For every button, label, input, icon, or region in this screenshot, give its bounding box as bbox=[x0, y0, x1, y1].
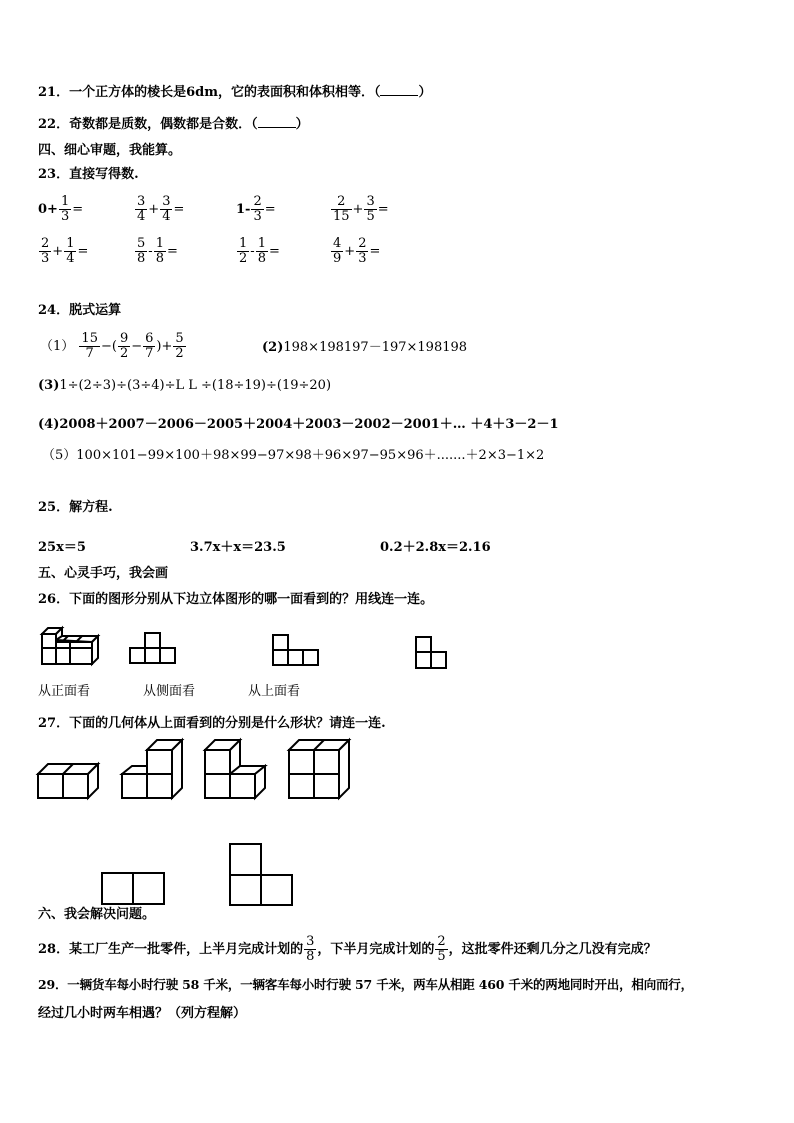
q24-part4: (4)2008＋2007－2006－2005＋2004＋2003－2002－2001＋… ＋4＋3－2－1 bbox=[38, 417, 559, 432]
q24-part2: (2)198×198197－197×198198 bbox=[262, 340, 468, 355]
equation-2: 3.7x＋x＝23.5 bbox=[190, 540, 286, 555]
fraction: $\frac{3}{4}$ bbox=[137, 194, 146, 224]
q27-solid-1 bbox=[38, 758, 102, 800]
question-29-line-2: 经过几小时两车相遇？（列方程解） bbox=[38, 1006, 247, 1021]
fraction: $\frac{5}{8}$ bbox=[137, 236, 146, 266]
question-23-title: 23．直接写得数. bbox=[38, 167, 139, 182]
fraction: $\frac{2}{3}$ bbox=[41, 236, 50, 266]
question-25-title: 25．解方程. bbox=[38, 500, 113, 515]
q24-part3: (3)1÷(2÷3)÷(3÷4)÷L L ÷(18÷19)÷(19÷20) bbox=[38, 378, 332, 393]
q24-part1: （1） $\frac{15}{7}$ −( $\frac{9}{2}$ − $\frac{6}{7}$ )+ $\frac{5}{2}$ bbox=[40, 331, 184, 361]
label-top-view: 从上面看 bbox=[248, 684, 301, 699]
q27-solid-4 bbox=[289, 740, 353, 800]
label-front-view: 从正面看 bbox=[38, 684, 91, 699]
q26-view-a bbox=[130, 632, 176, 664]
section-5-heading: 五、心灵手巧，我会画 bbox=[38, 566, 169, 581]
fraction: $\frac{3}{4}$ bbox=[162, 194, 171, 224]
question-29-line-1: 29．一辆货车每小时行驶 58 千米，一辆客车每小时行驶 57 千米，两车从相距 460 千米的两地同时开出，相向而行， bbox=[38, 977, 693, 992]
q26-view-b bbox=[273, 634, 319, 666]
fraction: $\frac{5}{2}$ bbox=[175, 331, 184, 361]
section-4-heading: 四、细心审题，我能算。 bbox=[38, 143, 182, 158]
question-24-title: 24．脱式运算 bbox=[38, 303, 122, 318]
question-22: 22．奇数都是质数，偶数都是合数．（ ） bbox=[38, 117, 309, 132]
q27-solid-3 bbox=[205, 740, 269, 800]
fraction: $\frac{1}{8}$ bbox=[257, 236, 266, 266]
fraction: $\frac{2}{5}$ bbox=[437, 934, 446, 964]
label-side-view: 从侧面看 bbox=[143, 684, 196, 699]
q27-top-view-a bbox=[101, 872, 167, 906]
fraction: $\frac{9}{2}$ bbox=[119, 331, 129, 361]
question-28: 28．某工厂生产一批零件，上半月完成计划的 $\frac{3}{8}$ ，下半月完成计划的 $\frac{2}{5}$ ，这批零件还剩几分之几没有完成？ bbox=[38, 934, 657, 964]
fraction: $\frac{1}{2}$ bbox=[239, 236, 248, 266]
fraction: $\frac{15}{7}$ bbox=[81, 331, 98, 361]
fraction: $\frac{3}{5}$ bbox=[366, 194, 375, 224]
q27-solid-2 bbox=[122, 740, 186, 800]
q26-view-c bbox=[416, 636, 448, 670]
fraction: $\frac{6}{7}$ bbox=[145, 331, 154, 361]
q23-item: $\frac{3}{4}$ + $\frac{3}{4}$ = bbox=[137, 194, 185, 224]
q23-item: $\frac{4}{9}$ + $\frac{2}{3}$ = bbox=[333, 236, 381, 266]
q23-item: $\frac{2}{15}$ + $\frac{3}{5}$ = bbox=[333, 194, 389, 224]
q24-part5: （5）100×101−99×100＋98×99−97×98＋96×97−95×96＋.......＋2×3−1×2 bbox=[42, 448, 545, 463]
fraction: $\frac{2}{15}$ bbox=[333, 194, 350, 224]
q23-item: 0+ $\frac{1}{3}$ = bbox=[38, 194, 84, 224]
question-27-title: 27．下面的几何体从上面看到的分别是什么形状？请连一连. bbox=[38, 716, 386, 731]
answer-blank[interactable] bbox=[258, 116, 296, 128]
fraction: $\frac{2}{3}$ bbox=[358, 236, 367, 266]
fraction: $\frac{3}{8}$ bbox=[306, 934, 315, 964]
answer-blank[interactable] bbox=[380, 84, 418, 96]
q23-item: 1- $\frac{2}{3}$ = bbox=[236, 194, 276, 224]
equation-3: 0.2＋2.8x＝2.16 bbox=[380, 540, 491, 555]
equation-1: 25x＝5 bbox=[38, 540, 86, 555]
q23-item: $\frac{1}{2}$ - $\frac{1}{8}$ = bbox=[239, 236, 280, 266]
fraction: $\frac{1}{8}$ bbox=[155, 236, 164, 266]
q26-solid-figure bbox=[38, 626, 102, 668]
section-6-heading: 六、我会解决问题。 bbox=[38, 907, 156, 922]
question-21: 21．一个正方体的棱长是6dm，它的表面积和体积相等．（ ） bbox=[38, 85, 432, 100]
fraction: $\frac{2}{3}$ bbox=[253, 194, 262, 224]
q27-top-view-b bbox=[229, 843, 295, 907]
fraction: $\frac{1}{3}$ bbox=[60, 194, 70, 224]
q23-item: $\frac{5}{8}$ - $\frac{1}{8}$ = bbox=[137, 236, 178, 266]
q23-item: $\frac{2}{3}$ + $\frac{1}{4}$ = bbox=[41, 236, 89, 266]
fraction: $\frac{4}{9}$ bbox=[333, 236, 342, 266]
fraction: $\frac{1}{4}$ bbox=[66, 236, 75, 266]
question-26-title: 26．下面的图形分别从下边立体图形的哪一面看到的？用线连一连。 bbox=[38, 592, 434, 607]
